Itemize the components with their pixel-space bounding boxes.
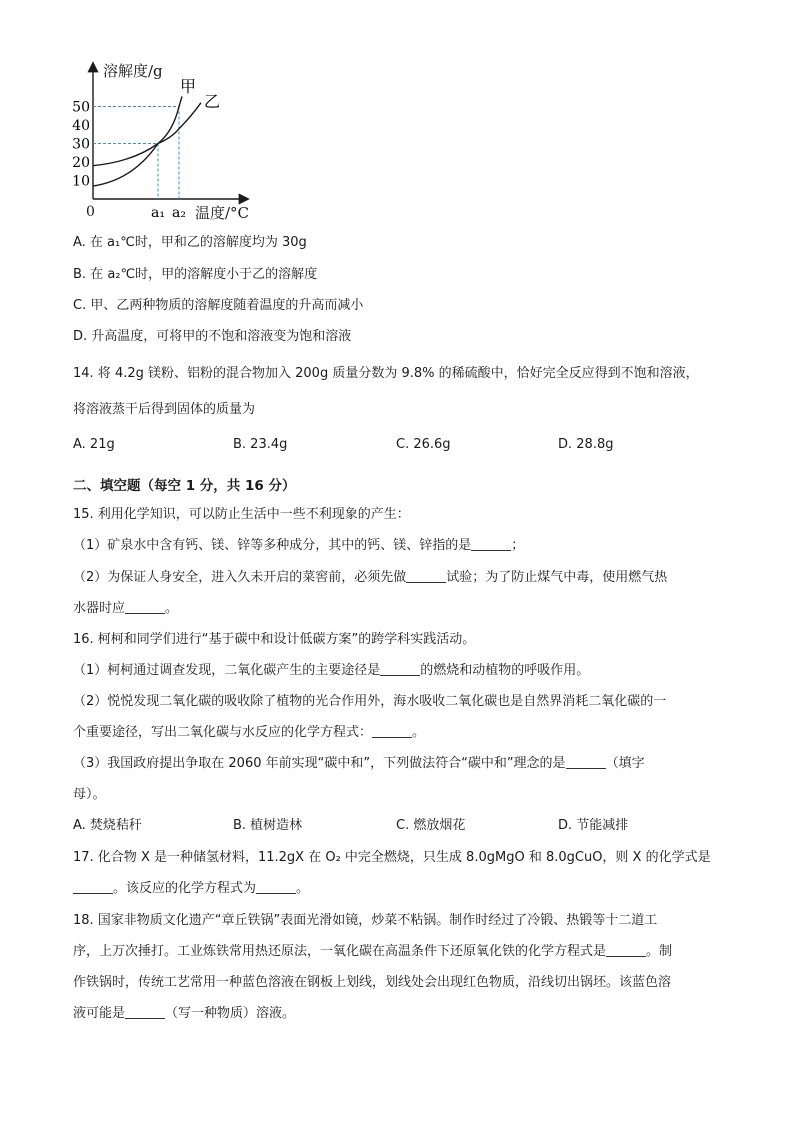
q18-line1: 18. 国家非物质文化遗产“章丘铁锅”表面光滑如镜，炒菜不粘锅。制作时经过了冷锻、热锻等十二道工 xyxy=(73,913,658,928)
q16-option-d[interactable]: D. 节能减排 xyxy=(558,818,629,833)
y-tick-label: 30 xyxy=(72,136,90,153)
q15-part2-mid: 试验；为了防止煤气中毒，使用燃气热 xyxy=(446,570,668,585)
q14-stem-line2: 将溶液蒸干后得到固体的质量为 xyxy=(73,402,256,417)
q15-part1-text: （1）矿泉水中含有钙、镁、锌等多种成分，其中的钙、镁、锌指的是 xyxy=(73,538,472,553)
q17-blank-1[interactable] xyxy=(73,881,113,894)
q15-part2-cont-text: 水器时应 xyxy=(73,601,126,616)
q16-part2-text: 个重要途径，写出二氧化碳与水反应的化学方程式： xyxy=(73,725,373,740)
y-axis-label: 溶解度/g xyxy=(103,62,163,80)
q18-line2-text: 序，上万次捶打。工业炼铁常用热还原法，一氧化碳在高温条件下还原氧化铁的化学方程式是 xyxy=(73,944,607,959)
q16-option-b[interactable]: B. 植树造林 xyxy=(233,818,303,833)
y-tick-label: 50 xyxy=(72,99,90,116)
q18-line4-end: （写一种物质）溶液。 xyxy=(165,1006,296,1021)
q18-line3: 作铁锅时，传统工艺常用一种蓝色溶液在钢板上划线，划线处会出现红色物质，沿线切出锅坯。该蓝色溶 xyxy=(73,975,672,990)
q17-line2 xyxy=(73,880,309,898)
q17-line2-end: 。 xyxy=(296,881,310,896)
q15-stem: 15. 利用化学知识，可以防止生活中一些不利现象的产生： xyxy=(73,507,410,522)
q16-part1 xyxy=(73,662,589,680)
q16-part2-line2 xyxy=(73,724,425,742)
q16-part1-text: （1）柯柯通过调查发现，二氧化碳产生的主要途径是 xyxy=(73,663,381,678)
y-tick-label: 20 xyxy=(72,155,90,171)
q18-line2 xyxy=(73,943,672,961)
q14-option-d[interactable]: D. 28.8g xyxy=(558,437,614,452)
section-heading: 二、填空题（每空 1 分，共 16 分） xyxy=(73,478,296,494)
q15-blank-2[interactable] xyxy=(406,570,446,583)
q15-part2 xyxy=(73,569,667,587)
q18-line2-end: 。制 xyxy=(646,944,673,959)
q15-part2-cont xyxy=(73,600,178,618)
q17-line2-text: 。该反应的化学方程式为 xyxy=(113,881,257,896)
q15-blank-1[interactable] xyxy=(471,538,511,551)
q17-blank-2[interactable] xyxy=(256,881,296,894)
series-label-jia: 甲 xyxy=(180,77,197,96)
q16-stem: 16. 柯柯和同学们进行“基于碳中和设计低碳方案”的跨学科实践活动。 xyxy=(73,632,476,647)
q16-option-a[interactable]: A. 焚烧秸秆 xyxy=(73,818,142,833)
q15-part1-end: ； xyxy=(511,538,525,553)
q18-blank-1[interactable] xyxy=(606,944,646,957)
q18-blank-2[interactable] xyxy=(125,1006,165,1019)
q15-blank-3[interactable] xyxy=(125,601,165,614)
q16-part3-line1 xyxy=(73,755,645,773)
x-tick-label: a₁ xyxy=(151,205,165,221)
x-tick-label: a₂ xyxy=(172,205,186,221)
q16-option-c[interactable]: C. 燃放烟花 xyxy=(396,818,466,833)
origin-label: 0 xyxy=(86,204,95,220)
curve-jia xyxy=(93,97,182,187)
q15-part1 xyxy=(73,537,524,555)
y-tick-label: 10 xyxy=(72,173,90,190)
q13-option-a[interactable]: A. 在 a₁℃时，甲和乙的溶解度均为 30g xyxy=(73,235,307,250)
q16-blank-2[interactable] xyxy=(372,725,412,738)
q16-blank-3[interactable] xyxy=(566,756,606,769)
q18-line4-text: 液可能是 xyxy=(73,1006,126,1021)
solubility-chart-svg xyxy=(60,56,290,228)
series-label-yi: 乙 xyxy=(204,92,221,111)
q15-part2-text: （2）为保证人身安全，进入久未开启的菜窖前，必须先做 xyxy=(73,570,407,585)
q16-part2-line1: （2）悦悦发现二氧化碳的吸收除了植物的光合作用外，海水吸收二氧化碳也是自然界消耗二氧化碳的一 xyxy=(73,694,667,709)
solubility-chart xyxy=(60,56,290,228)
q16-part3-line2: 母）。 xyxy=(73,787,106,802)
q13-option-d[interactable]: D. 升高温度，可将甲的不饱和溶液变为饱和溶液 xyxy=(73,329,352,344)
q18-line4 xyxy=(73,1005,295,1023)
q17-line1: 17. 化合物 X 是一种储氢材料，11.2gX 在 O₂ 中完全燃烧，只生成 8.0gMgO 和 8.0gCuO，则 X 的化学式是 xyxy=(73,850,711,865)
q16-part1-end: 的燃烧和动植物的呼吸作用。 xyxy=(420,663,590,678)
q14-option-c[interactable]: C. 26.6g xyxy=(396,437,451,452)
y-tick-label: 40 xyxy=(72,118,90,134)
q14-option-a[interactable]: A. 21g xyxy=(73,437,115,452)
q13-option-b[interactable]: B. 在 a₂℃时，甲的溶解度小于乙的溶解度 xyxy=(73,267,318,282)
q16-blank-1[interactable] xyxy=(380,663,420,676)
q16-part2-end: 。 xyxy=(412,725,426,740)
q14-stem-line1: 14. 将 4.2g 镁粉、铝粉的混合物加入 200g 质量分数为 9.8% 的稀硫酸中，恰好完全反应得到不饱和溶液， xyxy=(73,366,699,381)
q15-part2-end: 。 xyxy=(165,601,179,616)
q16-part3-mid: （填字 xyxy=(605,756,645,771)
q13-option-c[interactable]: C. 甲、乙两种物质的溶解度随着温度的升高而减小 xyxy=(73,298,364,313)
q14-option-b[interactable]: B. 23.4g xyxy=(233,437,288,452)
curve-yi xyxy=(93,103,201,166)
q16-part3-text: （3）我国政府提出争取在 2060 年前实现“碳中和”，下列做法符合“碳中和”理念的是 xyxy=(73,756,566,771)
x-axis-label: 温度/°C xyxy=(195,204,250,222)
